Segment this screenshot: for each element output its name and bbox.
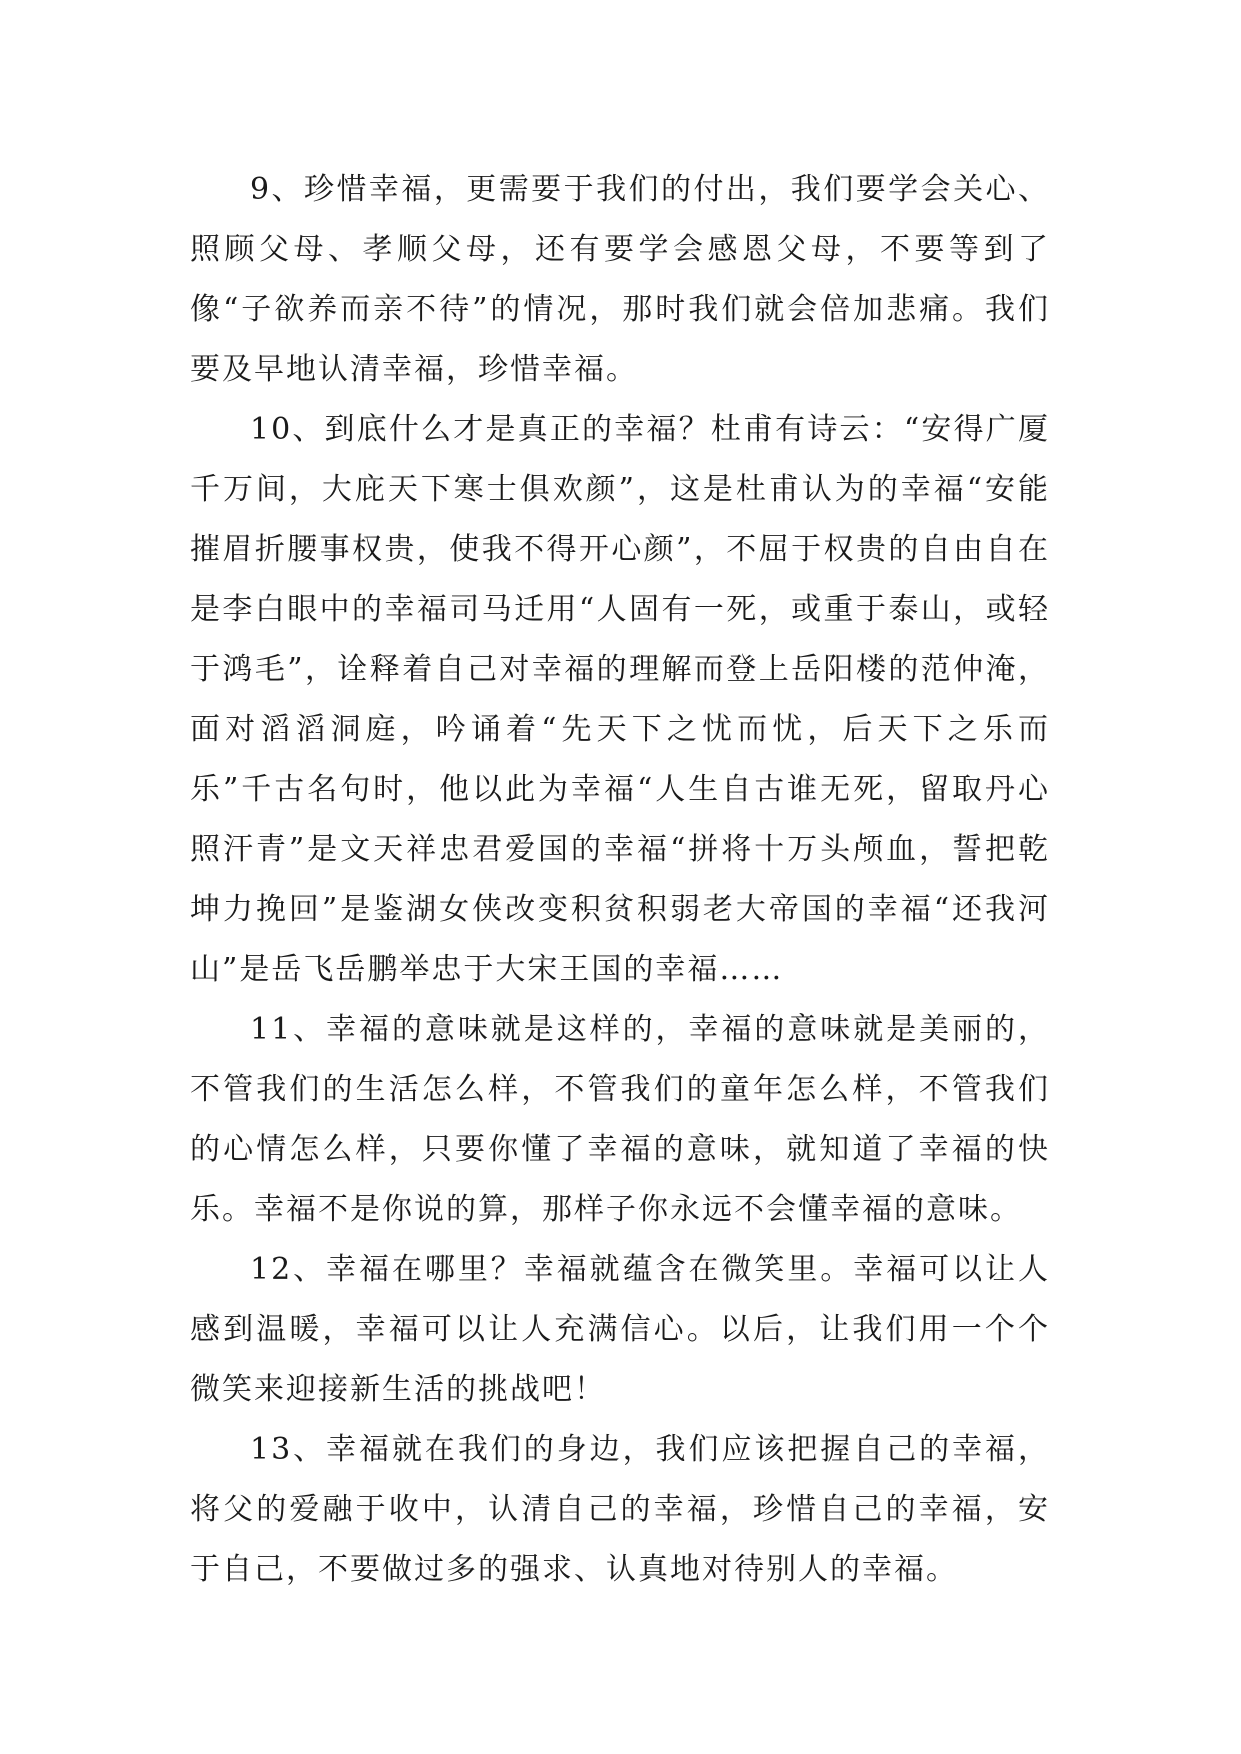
paragraph-12: 12、幸福在哪里？幸福就蕴含在微笑里。幸福可以让人感到温暖，幸福可以让人充满信心。以后，让我们用一个个微笑来迎接新生活的挑战吧！: [190, 1252, 1050, 1407]
paragraph-9: 9、珍惜幸福，更需要于我们的付出，我们要学会关心、照顾父母、孝顺父母，还有要学会感恩父母，不要等到了像“子欲养而亲不待”的情况，那时我们就会倍加悲痛。我们要及早地认清幸福，珍惜幸福。: [190, 172, 1050, 387]
paragraph-11: 11、幸福的意味就是这样的，幸福的意味就是美丽的，不管我们的生活怎么样，不管我们的童年怎么样，不管我们的心情怎么样，只要你懂了幸福的意味，就知道了幸福的快乐。幸福不是你说的算，那样子你永远不会懂幸福的意味。: [190, 1012, 1050, 1227]
paragraph-13: 13、幸福就在我们的身边，我们应该把握自己的幸福，将父的爱融于收中，认清自己的幸福，珍惜自己的幸福，安于自己，不要做过多的强求、认真地对待别人的幸福。: [190, 1432, 1050, 1587]
document-body: [190, 160, 1050, 1600]
paragraph-10: 10、到底什么才是真正的幸福？杜甫有诗云：“安得广厦千万间，大庇天下寒士俱欢颜”，这是杜甫认为的幸福“安能摧眉折腰事权贵，使我不得开心颜”，不屈于权贵的自由自在是李白眼中的幸福司马迁用“人固有一死，或重于泰山，或轻于鸿毛”，诠释着自己对幸福的理解而登上岳阳楼的范仲淹，面对滔滔洞庭，吟诵着“先天下之忧而忧，后天下之乐而乐”千古名句时，他以此为幸福“人生自古谁无死，留取丹心照汗青”是文天祥忠君爱国的幸福“拼将十万头颅血，誓把乾坤力挽回”是鉴湖女侠改变积贫积弱老大帝国的幸福“还我河山”是岳飞岳鹏举忠于大宋王国的幸福……: [190, 412, 1050, 987]
